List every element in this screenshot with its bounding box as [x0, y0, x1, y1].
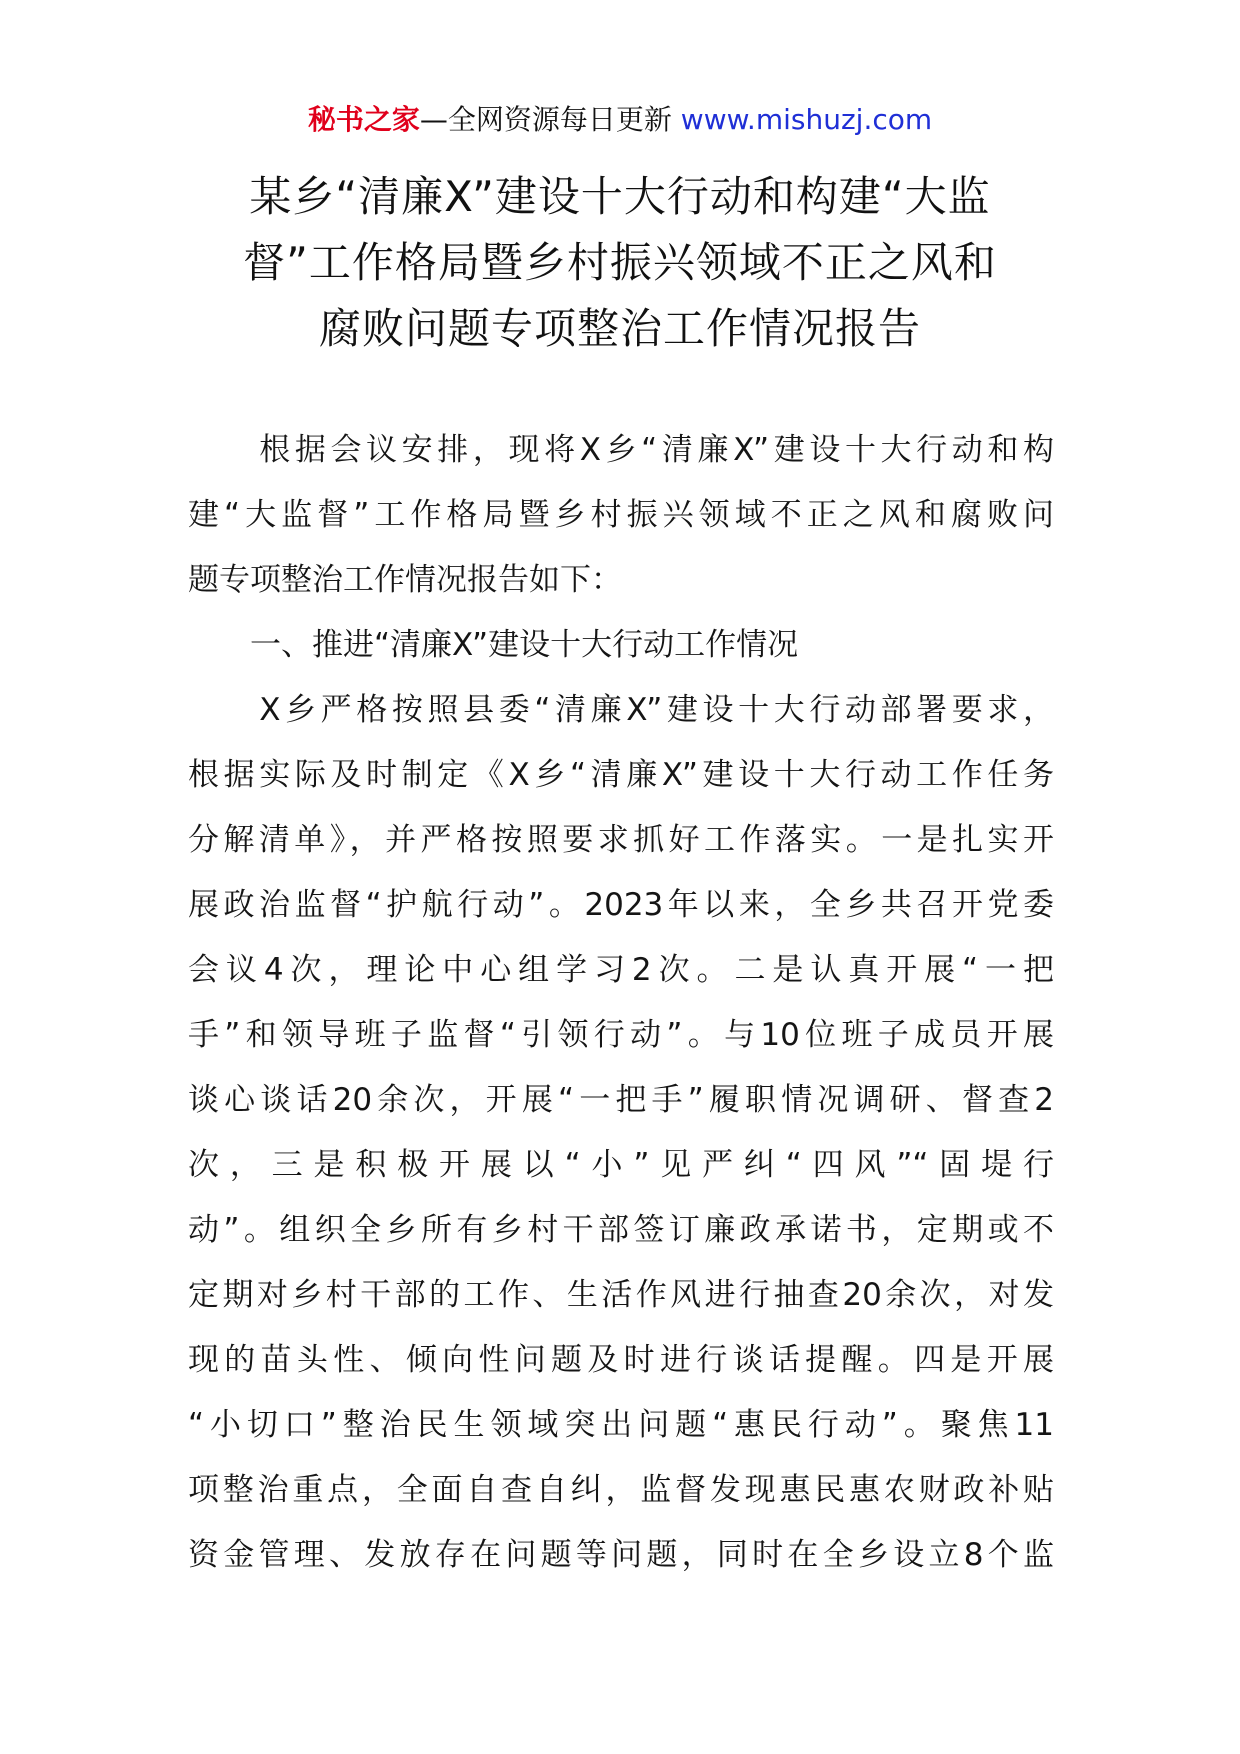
body-line: X乡严格按照县委“清廉X”建设十大行动部署要求， — [188, 692, 1054, 728]
body-line: 根据会议安排，现将X乡“清廉X”建设十大行动和构 — [188, 432, 1054, 468]
body-line: 题专项整治工作情况报告如下： — [188, 562, 622, 598]
site-header — [0, 100, 1240, 140]
body-line: 项整治重点，全面自查自纠，监督发现惠民惠农财政补贴 — [188, 1472, 1054, 1508]
section-heading: 一、推进“清廉X”建设十大行动工作情况 — [188, 627, 799, 663]
body-line: 根据实际及时制定《X乡“清廉X”建设十大行动工作任务 — [188, 757, 1054, 793]
body-line: 展政治监督“护航行动”。2023年以来，全乡共召开党委 — [188, 887, 1054, 923]
site-brand: 秘书之家 — [307, 103, 420, 136]
body-line: 谈心谈话20余次，开展“一把手”履职情况调研、督查2 — [188, 1082, 1054, 1118]
body-line: 资金管理、发放存在问题等问题，同时在全乡设立8个监 — [188, 1537, 1054, 1573]
body-line: 动”。组织全乡所有乡村干部签订廉政承诺书，定期或不 — [188, 1212, 1054, 1248]
site-url-link[interactable]: www.mishuzj.com — [680, 103, 933, 136]
title-line: 某乡“清廉X”建设十大行动和构建“大监 — [249, 172, 991, 221]
document-body — [188, 418, 1054, 1588]
body-line: 分解清单》，并严格按照要求抓好工作落实。一是扎实开 — [188, 822, 1054, 858]
site-tagline: —全网资源每日更新 — [419, 103, 672, 136]
body-line: 会议4次，理论中心组学习2次。二是认真开展“一把 — [188, 952, 1054, 988]
body-line: 定期对乡村干部的工作、生活作风进行抽查20余次，对发 — [188, 1277, 1054, 1313]
body-line: 建“大监督”工作格局暨乡村振兴领域不正之风和腐败问 — [188, 497, 1054, 533]
title-line: 督”工作格局暨乡村振兴领域不正之风和 — [243, 238, 997, 287]
body-line: 次，三是积极开展以“小”见严纠“四风”“固堤行 — [188, 1147, 1054, 1183]
body-line: 现的苗头性、倾向性问题及时进行谈话提醒。四是开展 — [188, 1342, 1054, 1378]
document-title — [180, 164, 1060, 362]
title-line: 腐败问题专项整治工作情况报告 — [318, 304, 921, 353]
body-line: 手”和领导班子监督“引领行动”。与10位班子成员开展 — [188, 1017, 1054, 1053]
body-line: “小切口”整治民生领域突出问题“惠民行动”。聚焦11 — [188, 1407, 1054, 1443]
